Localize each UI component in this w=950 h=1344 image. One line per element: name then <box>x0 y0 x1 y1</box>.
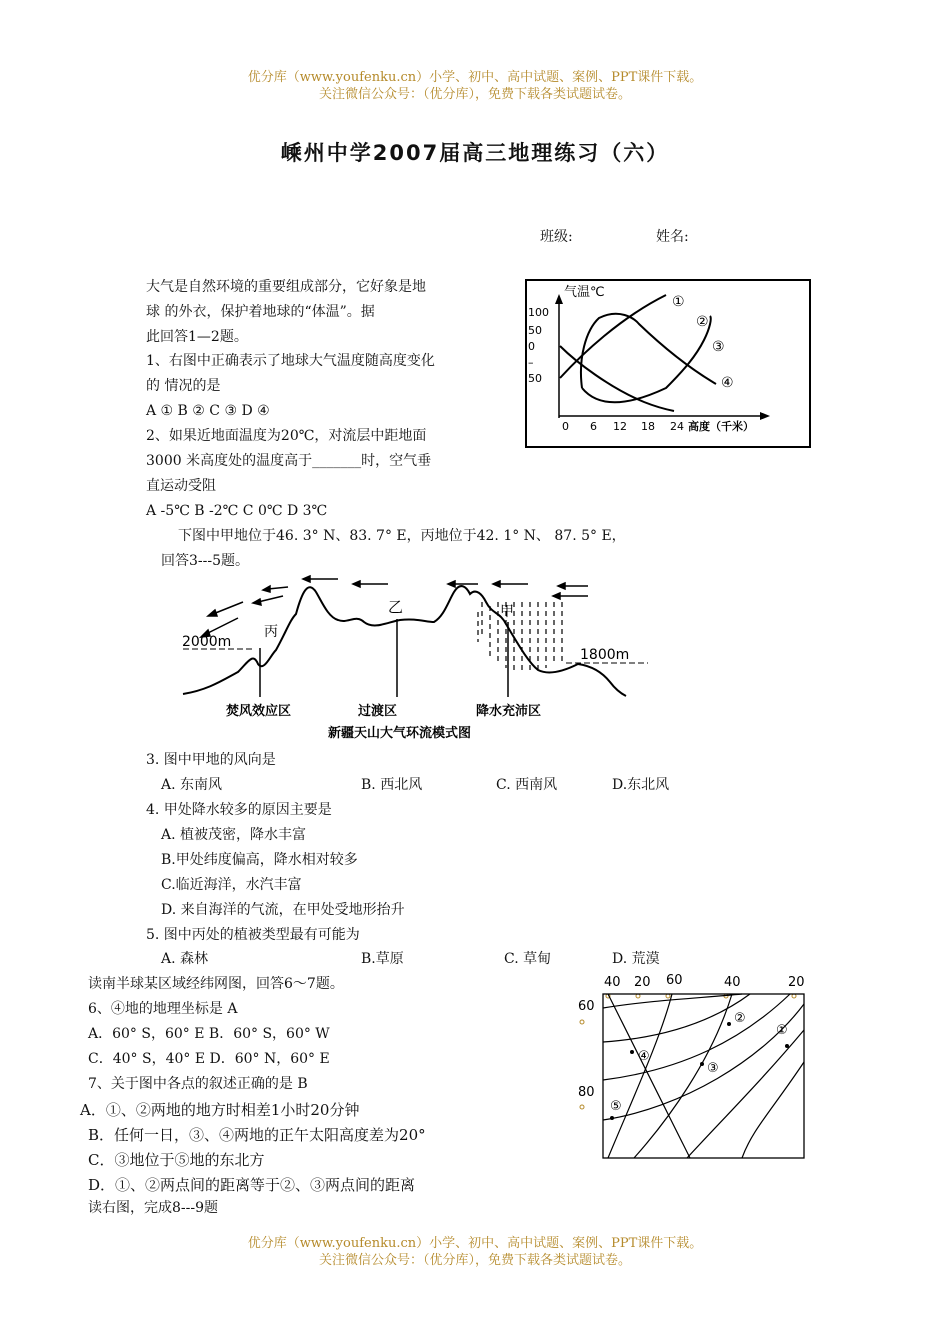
xtick-0: 0 <box>562 420 569 433</box>
q5-option-a: A. 森林 <box>161 951 209 967</box>
left-label-80: 80 <box>578 1085 595 1100</box>
latitude-arcs <box>603 994 804 1120</box>
q2-stem-2: 3000 米高度处的温度高于_______时，空气垂 <box>146 453 432 469</box>
q4-option-a: A. 植被茂密，降水丰富 <box>161 827 307 843</box>
class-label: 班级: <box>540 229 573 245</box>
q4-stem: 4. 甲处降水较多的原因主要是 <box>146 802 332 818</box>
xtick-12: 12 <box>613 420 627 433</box>
q3-option-c: C. 西南风 <box>496 777 558 793</box>
q7-option-d: D．①、②两点间的距离等于②、③两点间的距离 <box>88 1176 416 1194</box>
page-title: 嵊州中学2007届高三地理练习（六） <box>280 141 670 165</box>
q5-option-c: C. 草甸 <box>504 951 552 967</box>
q3-option-a: A. 东南风 <box>161 777 223 793</box>
intro3: 读南半球某区域经纬网图，回答6～7题。 <box>88 976 344 992</box>
zone-foehn: 焚风效应区 <box>226 704 292 719</box>
name-label: 姓名: <box>656 229 689 245</box>
tianshan-circulation-figure <box>178 572 648 744</box>
q2-options: A -5℃ B -2℃ C 0℃ D 3℃ <box>146 503 328 519</box>
top-label-60: 60 <box>666 973 683 988</box>
label-1800m: 1800m <box>580 647 630 663</box>
ytick-dash: – <box>528 356 534 369</box>
ytick-100: 100 <box>528 306 549 319</box>
q1-stem-2: 的 情况的是 <box>146 378 221 394</box>
q7-stem: 7、关于图中各点的叙述正确的是 B <box>88 1076 308 1092</box>
chart-ylabel: 气温℃ <box>564 285 605 300</box>
intro-line-2: 球 的外衣，保护着地球的“体温”。据 <box>146 304 375 320</box>
q5-option-d: D. 荒漠 <box>612 951 660 967</box>
top-label-40b: 40 <box>724 975 741 990</box>
q5-stem: 5. 图中丙处的植被类型最有可能为 <box>146 927 360 943</box>
curve-label-1: ① <box>672 294 685 310</box>
curve-label-4: ④ <box>721 375 734 391</box>
q2-stem-3: 直运动受阻 <box>146 478 216 494</box>
intro-line-3: 此回答1—2题。 <box>146 329 248 345</box>
footer-line-1: 优分库（www.youfenku.cn）小学、初中、高中试题、案例、PPT课件下载。 <box>247 1236 703 1251</box>
q7-option-c: C．③地位于⑤地的东北方 <box>88 1151 265 1169</box>
xtick-24: 24 <box>670 420 684 433</box>
q4-option-c: C.临近海洋，水汽丰富 <box>161 877 302 893</box>
rain-dashes <box>478 602 562 674</box>
header-line-2: 关注微信公众号：（优分库），免费下载各类试题试卷。 <box>318 87 631 102</box>
q1-options: A ① B ② C ③ D ④ <box>146 403 270 419</box>
label-yi: 乙 <box>388 598 404 616</box>
q5-option-b: B.草原 <box>361 951 404 967</box>
top-label-20b: 20 <box>788 975 805 990</box>
label-bing: 丙 <box>264 624 278 640</box>
ytick-neg50: 50 <box>528 372 542 385</box>
intro-line-1: 大气是自然环境的重要组成部分，它好象是地 <box>146 279 426 295</box>
point-5: ⑤ <box>610 1099 622 1114</box>
figure-caption: 新疆天山大气环流模式图 <box>328 726 472 741</box>
last-line: 读右图，完成8---9题 <box>88 1200 219 1216</box>
ytick-50: 50 <box>528 324 542 337</box>
curve-1 <box>560 295 666 378</box>
q7-option-b: B．任何一日，③、④两地的正午太阳高度差为20° <box>88 1126 426 1144</box>
q7-option-a: A．①、②两地的地方时相差1小时20分钟 <box>80 1101 360 1119</box>
q4-option-d: D. 来自海洋的气流，在甲处受地形抬升 <box>161 902 405 918</box>
chart-xlabel: 高度（千米） <box>688 420 754 433</box>
q6-options-1: A．60° S，60° E B．60° S，60° W <box>88 1026 330 1042</box>
grid-points <box>610 1022 789 1120</box>
q6-options-2: C．40° S，40° E D．60° N，60° E <box>88 1051 330 1067</box>
left-label-60: 60 <box>578 999 595 1014</box>
xtick-18: 18 <box>641 420 655 433</box>
curve-label-2: ② <box>696 314 709 330</box>
label-2000m: 2000m <box>182 634 232 650</box>
q3-option-d: D.东北风 <box>612 777 670 793</box>
grid-frame <box>603 994 804 1158</box>
y-axis-arrow <box>555 294 563 304</box>
intro2-line-1: 下图中甲地位于46. 3° N、83. 7° E，丙地位于42. 1° N、 87. 5° E， <box>178 528 626 544</box>
q6-stem: 6、④地的地理坐标是 A <box>88 1001 238 1017</box>
q2-stem-1: 2、如果近地面温度为20℃，对流层中距地面 <box>146 428 427 444</box>
point-1: ① <box>776 1023 788 1038</box>
point-3: ③ <box>707 1061 719 1076</box>
temperature-height-chart <box>524 278 814 450</box>
q3-option-b: B. 西北风 <box>361 777 423 793</box>
ytick-0: 0 <box>528 340 535 353</box>
footer-line-2: 关注微信公众号：（优分库），免费下载各类试题试卷。 <box>318 1253 631 1268</box>
q1-stem-1: 1、右图中正确表示了地球大气温度随高度变化 <box>146 353 435 369</box>
xtick-6: 6 <box>590 420 597 433</box>
point-2: ② <box>734 1011 746 1026</box>
zone-transition: 过渡区 <box>358 704 398 719</box>
q3-stem: 3. 图中甲地的风向是 <box>146 752 276 768</box>
terrain-profile <box>183 586 626 696</box>
top-label-40a: 40 <box>604 975 621 990</box>
latlong-grid-figure <box>572 970 812 1162</box>
intro2-line-2: 回答3---5题。 <box>161 553 250 569</box>
point-4: ④ <box>638 1049 650 1064</box>
zone-rainfall: 降水充沛区 <box>476 704 542 719</box>
curve-label-3: ③ <box>712 339 725 355</box>
degree-markers <box>580 994 796 1109</box>
curve-4 <box>582 316 711 402</box>
top-label-20a: 20 <box>634 975 651 990</box>
q4-option-b: B.甲处纬度偏高，降水相对较多 <box>161 852 358 868</box>
header-line-1: 优分库（www.youfenku.cn）小学、初中、高中试题、案例、PPT课件下载。 <box>247 70 703 85</box>
label-jia: 甲 <box>500 604 514 620</box>
x-axis-arrow <box>760 412 770 420</box>
